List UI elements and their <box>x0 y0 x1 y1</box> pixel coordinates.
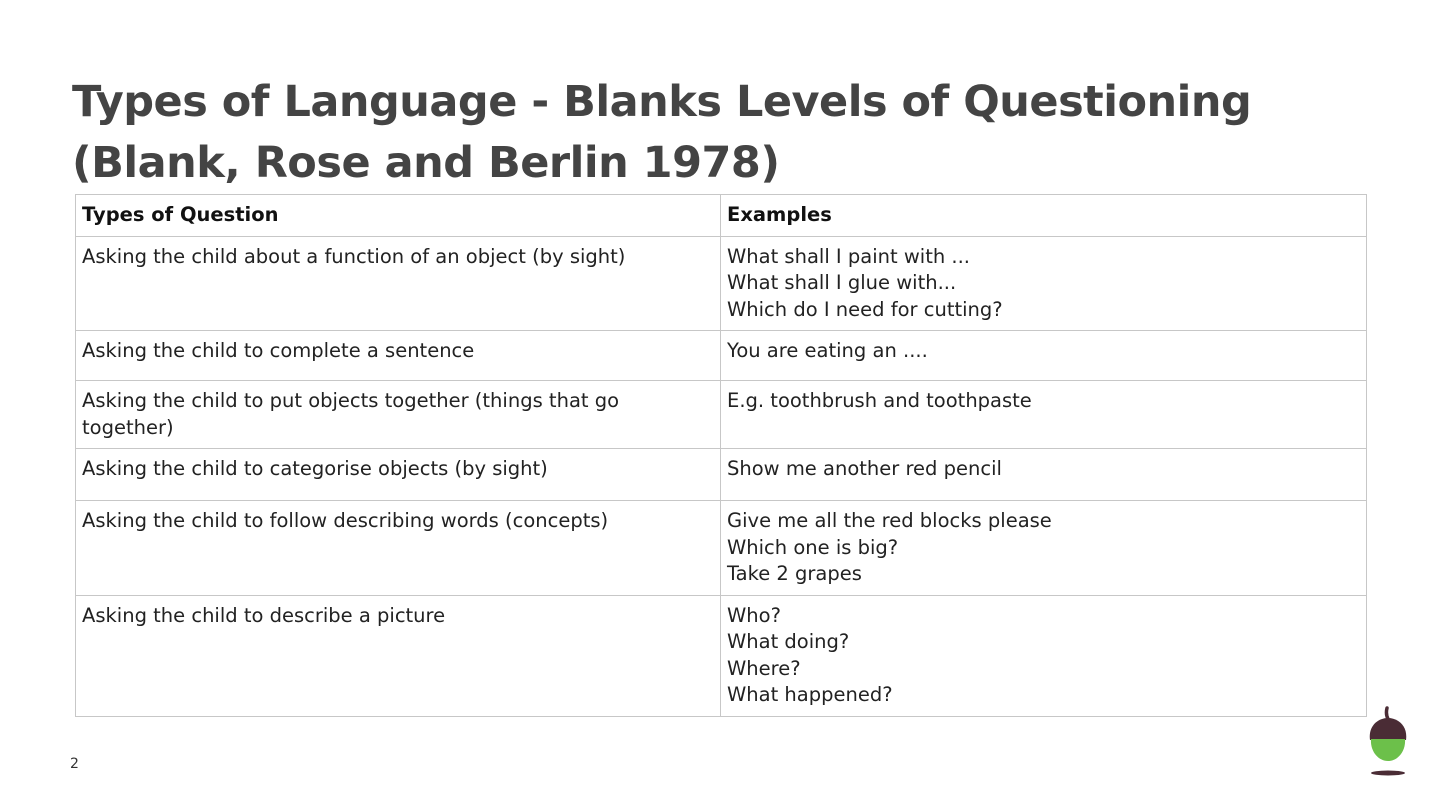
slide-title-line-1: Types of Language - Blanks Levels of Questioning <box>72 77 1252 127</box>
slide-title <box>72 72 1372 194</box>
examples-cell <box>721 595 1367 716</box>
example-line: Which one is big? <box>727 535 899 559</box>
example-line: Take 2 grapes <box>727 562 862 585</box>
acorn-icon <box>1364 706 1412 778</box>
example-line: Which do I need for cutting? <box>727 297 1003 321</box>
table-row <box>76 501 1367 596</box>
example-line: Show me another red pencil <box>727 457 1002 480</box>
question-cell: Asking the child to describe a picture <box>76 595 721 716</box>
examples-cell <box>721 381 1367 449</box>
table-row <box>76 449 1367 501</box>
example-line: You are eating an .... <box>727 339 928 362</box>
table-row <box>76 381 1367 449</box>
example-line: What shall I paint with ... <box>727 244 970 268</box>
column-header-examples: Examples <box>721 195 1367 237</box>
table-row <box>76 595 1367 716</box>
question-cell: Asking the child to complete a sentence <box>76 331 721 381</box>
slide-title-line-2: (Blank, Rose and Berlin 1978) <box>72 138 780 188</box>
question-cell: Asking the child about a function of an object (by sight) <box>76 236 721 331</box>
examples-cell <box>721 236 1367 331</box>
question-cell: Asking the child to categorise objects (by sight) <box>76 449 721 501</box>
example-line: Give me all the red blocks please <box>727 509 1052 532</box>
question-cell: Asking the child to follow describing words (concepts) <box>76 501 721 596</box>
example-line: E.g. toothbrush and toothpaste <box>727 389 1032 412</box>
column-header-types-of-question: Types of Question <box>76 195 721 237</box>
example-line: What doing? <box>727 630 850 653</box>
page-number: 2 <box>70 756 79 772</box>
example-line: What shall I glue with... <box>727 271 957 294</box>
example-line: What happened? <box>727 683 893 706</box>
example-line: Who? <box>727 603 781 627</box>
examples-cell <box>721 331 1367 381</box>
table-row <box>76 236 1367 331</box>
question-types-table <box>75 194 1367 717</box>
table-header-row <box>76 195 1367 237</box>
examples-cell <box>721 449 1367 501</box>
table-row <box>76 331 1367 381</box>
example-line: Where? <box>727 656 801 680</box>
examples-cell <box>721 501 1367 596</box>
question-cell: Asking the child to put objects together (things that go together) <box>76 381 721 449</box>
